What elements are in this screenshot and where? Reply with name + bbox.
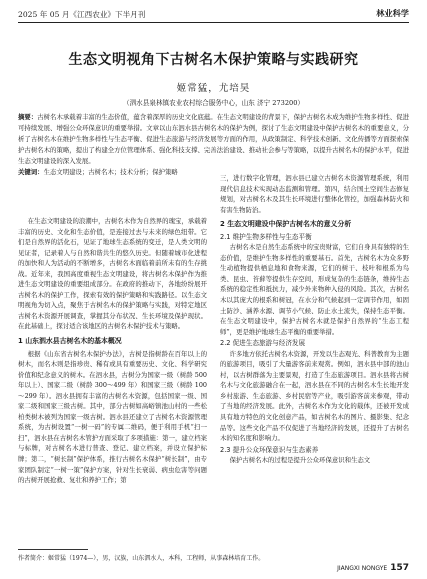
subsection-2-2-text: 许多地方依托古树名木资源，开发以生态观光、科普教育为主题的旅游项目，吸引了大量游客前来观赏。例如，泗水县中部的池山村，以古树群落为主要景观，打造了生态旅游项目。泗水县将古树名木与文化旅游融合在一起，泗水县在不同的古树名木生长地开发乡村旅游、生态旅游、乡村民宿等产业，吸引游客前来参观，带动了当地的经济发展。此外，古树名木作为文化的载体，还被开发成具有地方特色的文化创意产品，如古树名木的图片、摄影集、纪念品等。这些文化产品不仅促进了当地经济的发展，还提升了古树名木的知名度和影响力。 <box>220 349 409 443</box>
subsection-2-3-heading: 2.3 提升公众环保意识与生态素养 <box>220 445 319 454</box>
subsection-2-1-heading: 2.1 维护生物多样性与生态平衡 <box>220 232 312 241</box>
footnote-rule <box>18 549 88 550</box>
page-number: 157 <box>390 563 409 573</box>
footer-journal-name: JIANGXI NONGYE <box>337 565 388 572</box>
header-rule <box>18 22 409 23</box>
abstract-text: 古树名木承载着丰富的生态价值，蕴含着深厚的历史文化底蕴。在生态文明建设的背景下，保护古树名木成为维护生物多样性、促进可持续发展、增强公众环保意识的重要举措。文章以山东泗水县古树名木的保护为例，探讨了生态文明建设中保护古树名木的重要意义，分析了古树名木在维护生物多样性与生态平衡、促进生态旅游与经济发展等方面的作用，从政策制定、科学技术创新、文化传播等方面探索保护古树名木的策略，提出了构建全方位管理体系、强化科技支撑、完善法治建设、推动社会参与等策略，以提升古树名木的保护水平，促进生态文明建设的深入发展。 <box>18 113 410 166</box>
article-title: 生态文明视角下古树名木保护策略与实践研究 <box>68 52 359 68</box>
keywords-label: 关键词： <box>18 168 44 177</box>
article-authors: 姬常猛，尤培昊 <box>176 83 251 94</box>
author-footnote: 作者简介：姬常猛（1974—），男，汉族，山东泗水人，本科，工程师，从事森林培育工作。 <box>18 555 265 562</box>
subsection-2-3-text: 保护古树名木的过程是提升公众环保意识和生态文 <box>229 456 371 465</box>
body-column-right <box>220 173 409 466</box>
running-header-section: 林业科学 <box>376 8 409 18</box>
section-1-heading: 1 山东泗水县古树名木的基本概况 <box>18 337 122 346</box>
body-column-left <box>18 216 207 486</box>
abstract-label: 摘要： <box>18 113 38 121</box>
author-affiliation: （泗水县泉林镇农业农村综合服务中心，山东 济宁 273200） <box>122 99 305 107</box>
abstract-block <box>18 112 409 179</box>
running-header-journal: 2025 年 05 月《江西农业》下半月刊 <box>18 10 146 19</box>
section-2-heading: 2 生态文明建设中保护古树名木的意义分析 <box>220 220 352 229</box>
subsection-2-1-text: 古树名木是自然生态系统中的宝贵财富，它们自身具有独特的生态价值，是维护生物多样性的重要基石。首先，古树名木为众多野生动植物提供栖息地和食物来源，它们的树干、枝叶和根系为鸟类、昆虫、苔藓等提供生存空间，形成复杂的生态链条，维持生态系统的稳定性和抵抗力，减少外来物种入侵的风险。其次，古树名木以其庞大的根系和树冠，在水分和气候起到一定调节作用，如固土防沙、涵养水源、调节小气候、防止水土流失，保持生态平衡。在生态文明建设中，保护古树名木就是保护自然界的“生态工程师”，更是维护地球生态平衡的重要举措。 <box>220 243 409 336</box>
page-footer <box>337 563 409 573</box>
keywords-text: 生态文明建设；古树名木；技术分析；保护策略 <box>43 168 178 177</box>
section-1-paragraph: 根据《山东省古树名木保护办法》，古树是指树龄在百年以上的树木，而名木则是指珍贵、稀有或具有重要历史、文化、科学研究价值和纪念意义的树木。在泗水县，古树分为国家一级（树龄 500 年以上）、国家二级（树龄 300～499 年）和国家三级（树龄 100～299 年）。泗水县拥有丰富的古树名木资源，包括国家一级、国家二级和国家三级古树。其中，部分古树如高峪镇池山村的一些松柏类树木被列为国家一级古树。泗水县还建立了古树名木资源管理系统，为古树设置“一树一码”的专属二维码，便于利用手机“扫一扫”，泗水县在古树名木管护方面采取了多项措施：第一，建立档案与标牌，对古树名木进行普查、登记、建立档案，并设立保护标牌；第二，“树长制”保护体系，推行古树名木保护“树长制”，由专家团队制定“一树一策”保护方案，针对生长衰弱、病虫危害等问题的古树开展抢救、复壮和养护工作；第 <box>18 349 207 485</box>
section-1-continued: 三，进行数字化管理，泗水县已建立古树名木资源管理系统，利用现代信息技术实现动态监测和管理。第四，结合国土空间生态修复规划，对古树名木及其生长环境进行整体化管控，加强森林防火和有害生物防治。 <box>220 174 409 214</box>
intro-paragraph: 在生态文明建设的浪潮中，古树名木作为自然界的瑰宝，承载着丰富的历史、文化和生态价值，是连接过去与未来的绿色纽带。它们是自然界的活化石，见证了地球生态系统的变迁，是人类文明的见证者，记录着人与自然和谐共生的悠久历史。但随着城市化进程的加快和人为活动的不断增多，古树名木面临着前所未有的生存挑战。近年来，我国高度重视生态文明建设，将古树名木保护作为推进生态文明建设的重要组成部分。在政府的推动下，各地纷纷展开古树名木的保护工作，探索有效的保护策略和实践路径。以生态文明视角为切入点，聚焦于古树名木的保护策略与实践，对特定地区古树名木资源开展调查，掌握其分布状况、生长环境及保护现状。在此基础上，探讨适合该地区的古树名木保护技术与策略。 <box>18 217 207 331</box>
subsection-2-2-heading: 2.2 促进生态旅游与经济发展 <box>220 339 306 348</box>
